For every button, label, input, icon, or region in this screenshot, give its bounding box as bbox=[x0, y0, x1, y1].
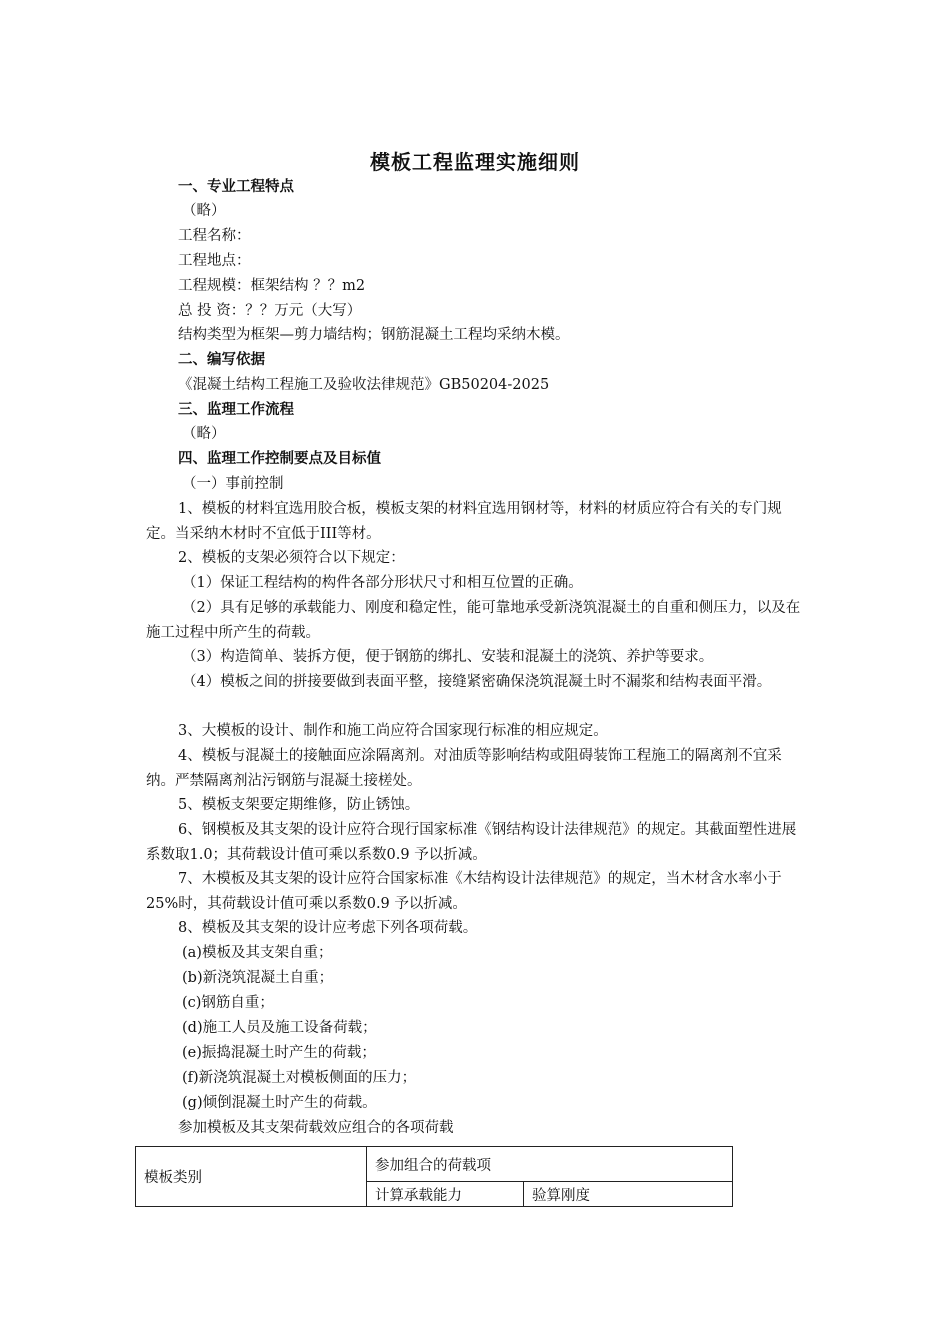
paragraph-2-item-2: （2）具有足够的承载能力、刚度和稳定性，能可靠地承受新浇筑混凝土的自重和侧压力，以及在施工过程中所产生的荷载。 bbox=[146, 600, 801, 641]
basis-line: 《混凝土结构工程施工及验收法律规范》GB50204-2025 bbox=[178, 377, 550, 393]
paragraph-2-item-3: （3）构造简单、装拆方便，便于钢筋的绑扎、安装和混凝土的浇筑、养护等要求。 bbox=[182, 649, 714, 665]
header-capacity: 计算承载能力 bbox=[367, 1182, 524, 1207]
load-item-e: (e)振捣混凝土时产生的荷载； bbox=[182, 1045, 376, 1061]
project-invest-line: 总 投 资：？？万元（大写） bbox=[178, 303, 362, 319]
section-heading-1: 一、专业工程特点 bbox=[178, 179, 294, 195]
project-scale-line: 工程规模：框架结构 ？？m2 bbox=[178, 278, 366, 294]
project-name-line: 工程名称： bbox=[178, 228, 251, 244]
load-item-d: (d)施工人员及施工设备荷载； bbox=[182, 1020, 377, 1036]
paragraph-2-item-1: （1）保证工程结构的构件各部分形状尺寸和相互位置的正确。 bbox=[182, 575, 583, 591]
paragraph-6: 6、钢模板及其支架的设计应符合现行国家标准《钢结构设计法律规范》的规定。其截面塑性进展系数取1.0；其荷载设计值可乘以系数0.9 予以折减。 bbox=[146, 822, 797, 863]
paragraph-2: 2、模板的支架必须符合以下规定： bbox=[178, 550, 405, 566]
paragraph-7: 7、木模板及其支架的设计应符合国家标准《木结构设计法律规范》的规定，当木材含水率小于25%时，其荷载设计值可乘以系数0.9 予以折减。 bbox=[146, 871, 782, 912]
paragraph-3: 3、大模板的设计、制作和施工尚应符合国家现行标准的相应规定。 bbox=[178, 723, 608, 739]
section-heading-3: 三、监理工作流程 bbox=[178, 402, 294, 418]
section-1-omit: （略） bbox=[182, 203, 226, 219]
header-load-group: 参加组合的荷载项 bbox=[367, 1147, 733, 1182]
paragraph-8: 8、模板及其支架的设计应考虑下列各项荷载。 bbox=[178, 920, 478, 936]
paragraph-5: 5、模板支架要定期维修，防止锈蚀。 bbox=[178, 797, 420, 813]
section-heading-4: 四、监理工作控制要点及目标值 bbox=[178, 451, 381, 467]
section-heading-2: 二、编写依据 bbox=[178, 352, 265, 368]
section-3-omit: （略） bbox=[182, 426, 226, 442]
load-combination-table bbox=[135, 1146, 733, 1207]
table-header-row bbox=[136, 1147, 733, 1182]
load-item-a: (a)模板及其支架自重； bbox=[182, 945, 333, 961]
header-template-type: 模板类别 bbox=[136, 1147, 367, 1207]
paragraph-2-item-4: （4）模板之间的拼接要做到表面平整，接缝紧密确保浇筑混凝土时不漏浆和结构表面平滑。 bbox=[182, 674, 772, 690]
paragraph-1: 1、模板的材料宜选用胶合板，模板支架的材料宜选用钢材等，材料的材质应符合有关的专门规定。当采纳木材时不宜低于III等材。 bbox=[146, 501, 782, 542]
load-item-c: (c)钢筋自重； bbox=[182, 995, 274, 1011]
document-title: 模板工程监理实施细则 bbox=[370, 150, 580, 174]
load-item-g: (g)倾倒混凝土时产生的荷载。 bbox=[182, 1095, 377, 1111]
load-item-b: (b)新浇筑混凝土自重； bbox=[182, 970, 334, 986]
header-stiffness: 验算刚度 bbox=[524, 1182, 733, 1207]
paragraph-4: 4、模板与混凝土的接触面应涂隔离剂。对油质等影响结构或阻碍装饰工程施工的隔离剂不宜采纳。严禁隔离剂沾污钢筋与混凝土接槎处。 bbox=[146, 748, 782, 789]
project-place-line: 工程地点： bbox=[178, 253, 251, 269]
subsection-pre-control: （一）事前控制 bbox=[182, 476, 284, 492]
table-caption: 参加模板及其支架荷载效应组合的各项荷载 bbox=[178, 1120, 454, 1136]
structure-type-line: 结构类型为框架—剪力墙结构；钢筋混凝土工程均采纳木模。 bbox=[178, 327, 570, 343]
load-item-f: (f)新浇筑混凝土对模板侧面的压力； bbox=[182, 1070, 417, 1086]
